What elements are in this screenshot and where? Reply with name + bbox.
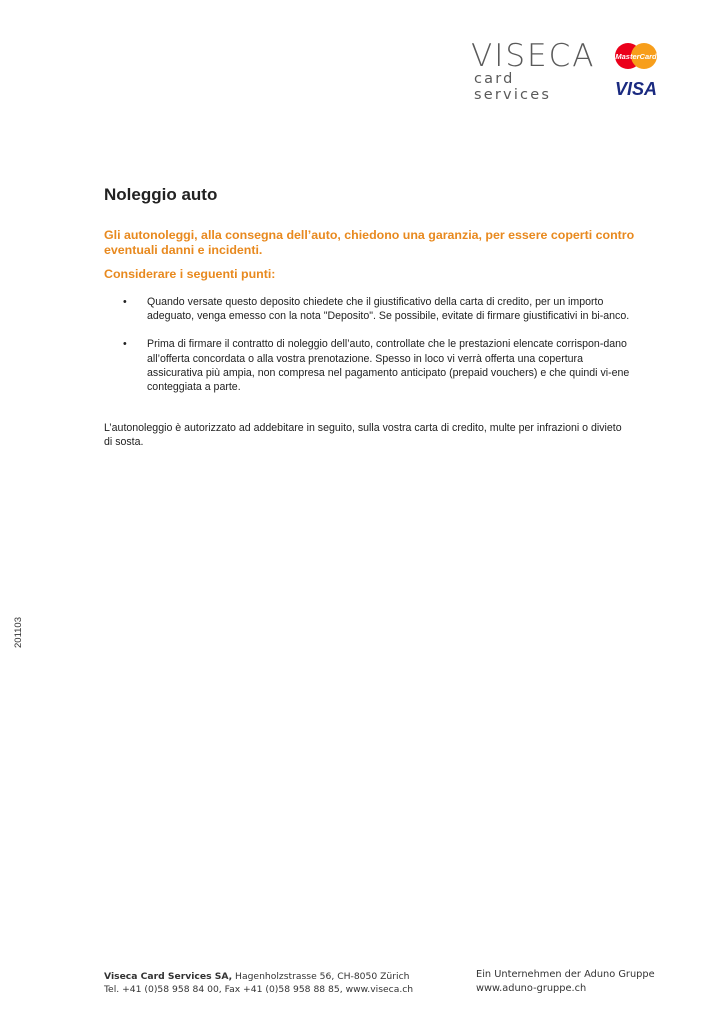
footer-company: [104, 970, 413, 996]
viseca-logo: [471, 38, 596, 103]
footer-group-name: Ein Unternehmen der Aduno Gruppe: [476, 969, 655, 980]
bullet-list: [104, 295, 634, 408]
bullet-icon: •: [123, 338, 127, 351]
list-item: [104, 295, 634, 323]
page-title: Noleggio auto: [104, 185, 218, 204]
bullet-icon: •: [123, 296, 127, 308]
logo-wordmark: VISECA: [471, 38, 596, 74]
list-item: [104, 337, 634, 394]
lead-paragraph: Gli autonoleggi, alla consegna dell’auto, chiedono una garanzia, per essere coperti contro eventuali danni e incidenti.: [104, 228, 635, 257]
logo-tagline: card services: [474, 71, 552, 103]
footer-address: Hagenholzstrasse 56, CH-8050 Zürich: [232, 971, 410, 982]
mastercard-logo: [613, 42, 659, 70]
footer-group: [476, 968, 655, 996]
visa-logo: VISA: [615, 79, 658, 99]
footer-contact: Tel. +41 (0)58 958 84 00, Fax +41 (0)58 958 88 85, www.viseca.ch: [104, 984, 414, 995]
mastercard-label: MasterCard: [615, 52, 657, 61]
footer-group-url: www.aduno-gruppe.ch: [476, 983, 587, 994]
list-item-text: Prima di firmare il contratto di noleggio dell’auto, controllate che le prestazioni elencate corrispon-dano all’offerta concordata o alla vostra prenotazione. Spesso in loco vi verrà offerta una copertura assicurativa più ampia, non compresa nel pagamento anticipato (prepaid vouchers) e che quindi vi-ene conteggiata a parte.: [147, 338, 630, 394]
closing-paragraph: L’autonoleggio è autorizzato ad addebitare in seguito, sulla vostra carta di credito, multe per infrazioni o divieto di sosta.: [104, 422, 622, 449]
footer-company-name: Viseca Card Services SA,: [104, 971, 233, 982]
document-code: 201103: [13, 617, 24, 648]
subheading: Considerare i seguenti punti:: [104, 267, 276, 281]
list-item-text: Quando versate questo deposito chiedete che il giustificativo della carta di credito, per un importo adeguato, venga emesso con la nota "Deposito". Se possibile, evitate di firmare giustificativi in bi-anco.: [147, 296, 630, 323]
